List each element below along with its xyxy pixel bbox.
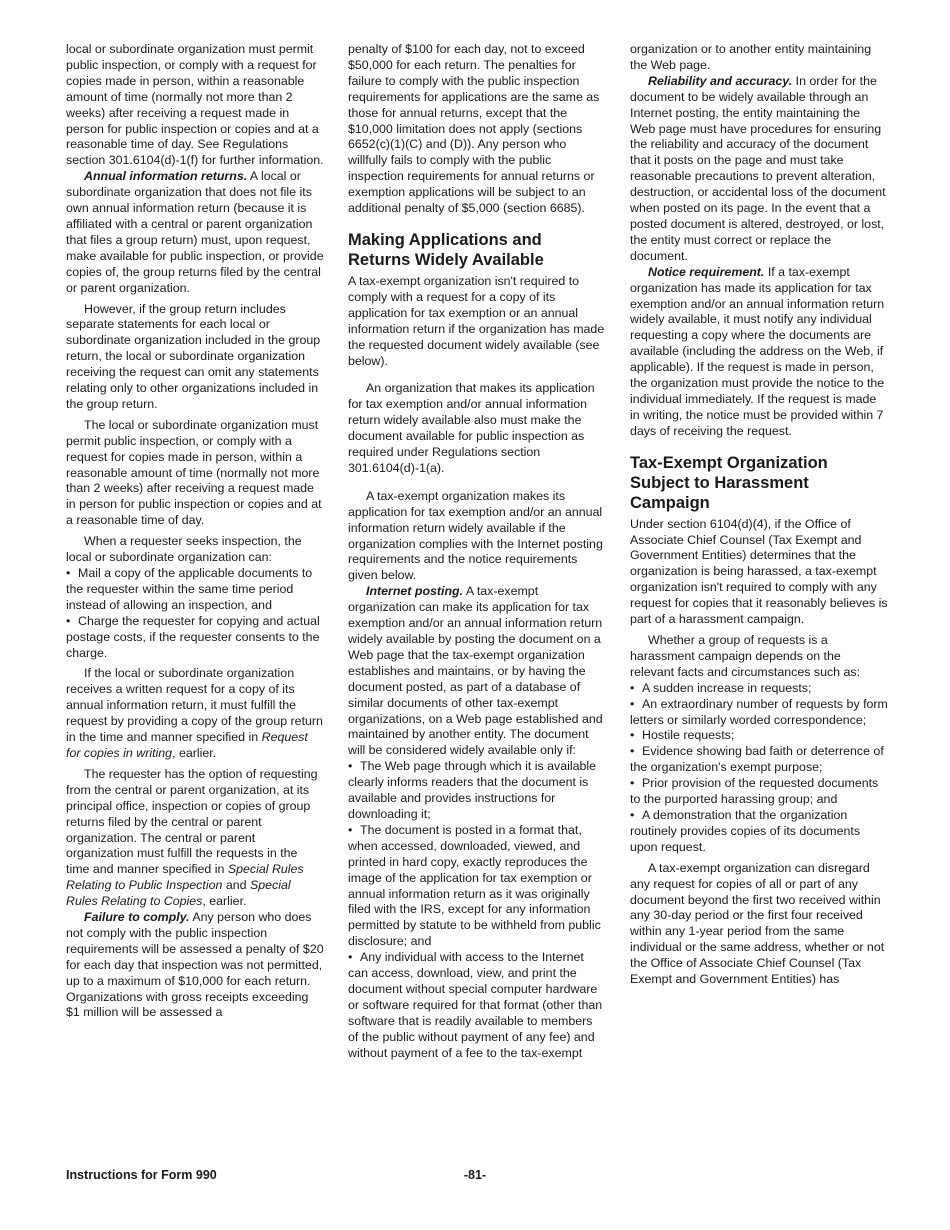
bullet-icon: •: [66, 566, 71, 580]
paragraph: local or subordinate organization must permit public inspection, or comply with a request for copies made in person, within a reasonable amount of time (normally not more than 2 weeks) after receiving a request made in person for public inspection or copies and at a reasonable time of day. See Regulations section 301.6104(d)-1(f) for further information.: [66, 42, 324, 168]
list-item: • Any individual with access to the Internet can access, download, view, and print the document without special computer hardware or software required for that format (other than software that is readily available to members of the public without payment of any fee) and without payment of a fee to the tax-exempt: [348, 950, 603, 1060]
section-heading: Making Applications and Returns Widely Available: [348, 230, 544, 269]
run-in-heading: Notice requirement.: [648, 264, 765, 279]
paragraph: organization or to another entity maintaining the Web page.: [630, 42, 872, 72]
list-item: • The Web page through which it is available clearly informs readers that the document is available and provides instructions for downloading it;: [348, 759, 597, 821]
list-item: • A demonstration that the organization routinely provides copies of its documents upon request.: [630, 807, 861, 854]
footer-form-title: Instructions for Form 990: [66, 1168, 217, 1182]
list-item: • An extraordinary number of requests by form letters or similarly worded correspondence;: [630, 696, 888, 727]
list-item: • Evidence showing bad faith or deterrence of the organization's exempt purpose;: [630, 744, 884, 775]
bullet-icon: •: [348, 822, 353, 837]
paragraph: The local or subordinate organization must permit public inspection, or comply with a request for copies made in person, within a reasonable amount of time (normally not more than 2 weeks) after receiving a request made in person for public inspection or copies and at a reasonable time of day.: [66, 417, 322, 528]
paragraph-reliability: Reliability and accuracy. In order for the document to be widely available through an Internet posting, the entity maintaining the Web page must have procedures for ensuring the reliability and accuracy of the document that it posts on the page and must take reasonable precautions to prevent alteration, destruction, or accidental loss of the document when posted on its page. In the event that a posted document is altered, destroyed, or lost, the entity must correct or replace the document.: [630, 73, 886, 263]
list-item: • The document is posted in a format that, when accessed, downloaded, viewed, and printed in hard copy, exactly reproduces the image of the application for tax exemption or annual information return as it was originally filed with the IRS, except for any information permitted by statute to be withheld from public disclosure; and: [348, 822, 601, 949]
paragraph-annual-returns: Annual information returns. A local or subordinate organization that does not file its own annual information return (because it is affiliated with a central or parent organization that files a group return) must, upon request, make available for public inspection, or provide copies of, the group returns filed by the central or parent organization.: [66, 169, 324, 295]
paragraph-failure-to-comply: Failure to comply. Any person who does not comply with the public inspection requirements will be assessed a penalty of $20 for each day that inspection was not permitted, up to a maximum of $10,000 for each return. Organizations with gross receipts exceeding $1 million will be assessed a: [66, 910, 324, 1020]
cross-reference: Request for copies in writing: [66, 730, 308, 760]
paragraph: The requester has the option of requesting from the central or parent organization, at its principal office, inspection or copies of group returns filed by the central or parent organization. The central or parent organization must fulfill the requests in the time and manner specified in Special Rules Relating to Public Inspection and Special Rules Relating to Copies, earlier.: [66, 766, 318, 909]
paragraph: If the local or subordinate organization receives a written request for a copy of its annual information return, it must fulfill the request by providing a copy of the group return in the time and manner specified in Request for copies in writing, earlier.: [66, 666, 323, 760]
bullet-icon: •: [630, 728, 635, 743]
footer-page-number: -81-: [463, 1168, 487, 1182]
bullet-icon: •: [630, 744, 635, 759]
paragraph: A tax-exempt organization isn't required to comply with a request for a copy of its application for tax exemption or an annual information return if the organization has made the requested document widely available (see below).: [348, 273, 605, 368]
bullet-icon: •: [348, 759, 353, 774]
paragraph: A tax-exempt organization makes its application for tax exemption and/or an annual information return widely available if the organization complies with the Internet posting requirements and the notice requirements given below.: [348, 488, 603, 583]
bullet-icon: •: [348, 950, 353, 965]
paragraph: penalty of $100 for each day, not to exceed $50,000 for each return. The penalties for failure to comply with the public inspection requirements for applications are the same as those for annual returns, except that the $10,000 limitation does not apply (sections 6652(c)(1)(C) and (D)). Any person who willfully fails to comply with the public inspection requirements for annual returns or exemption applications will be subject to an additional penalty of $5,000 (section 6685).: [348, 42, 600, 216]
run-in-heading: Reliability and accuracy.: [648, 73, 793, 88]
column-2: [348, 42, 606, 1061]
bullet-icon: •: [630, 807, 635, 822]
paragraph-notice: Notice requirement. If a tax-exempt organization has made its application for tax exemption and/or an annual information return widely available, it must notify any individual requesting a copy where the documents are available (including the address on the Web, if applicable). If the request is made in person, the organization must provide the notice to the individual immediately. If the request is made in writing, the notice must be provided within 7 days of receiving the request.: [630, 264, 885, 438]
bullet-icon: •: [66, 613, 71, 628]
list-item: • Prior provision of the requested documents to the purported harassing group; and: [630, 776, 879, 807]
bullet-icon: •: [630, 696, 635, 711]
section-heading: Tax-Exempt Organization Subject to Harassment Campaign: [630, 453, 828, 512]
run-in-heading: Failure to comply.: [84, 910, 190, 925]
cross-reference: Special Rules Relating to Copies: [66, 878, 291, 909]
paragraph: However, if the group return includes separate statements for each local or subordinate organization included in the group return, the local or subordinate organization receiving the request can omit any statements relating only to other organizations included in the group return.: [66, 301, 321, 411]
cross-reference: Special Rules Relating to Public Inspection: [66, 862, 304, 893]
paragraph: A tax-exempt organization can disregard any request for copies of all or part of any document beyond the first two received within any 30-day period or the first four received within any 1-year period from the same individual or the same address, whether or not the Office of Associate Chief Counsel (Tax Exempt and Government Entities) has: [630, 860, 885, 987]
paragraph: Whether a group of requests is a harassment campaign depends on the relevant facts and circumstances such as:: [630, 633, 861, 679]
list-item: • Mail a copy of the applicable documents to the requester within the same time period instead of allowing an inspection, and: [66, 566, 313, 612]
list-item: • Charge the requester for copying and actual postage costs, if the requester consents to the charge.: [66, 613, 320, 660]
paragraph: Under section 6104(d)(4), if the Office of Associate Chief Counsel (Tax Exempt and Government Entities) determines that the organization is being harassed, a tax-exempt organization isn't required to comply with any request for copies that it reasonably believes is part of a harassment campaign.: [630, 516, 888, 627]
paragraph-internet-posting: Internet posting. A tax-exempt organization can make its application for tax exemption and/or an annual information return widely available by posting the document on a Web page that the tax-exempt organization establishes and maintains, or by having the document posted, as part of a database of similar documents of other tax-exempt organizations, on a Web page established and maintained by another entity. The document will be considered widely available only if:: [348, 584, 603, 758]
list-item: • Hostile requests;: [630, 728, 735, 743]
column-1: [66, 42, 324, 1021]
bullet-icon: •: [630, 680, 635, 695]
column-3: [630, 42, 888, 988]
paragraph: When a requester seeks inspection, the local or subordinate organization can:: [66, 534, 302, 565]
bullet-icon: •: [630, 776, 635, 791]
list-item: • A sudden increase in requests;: [630, 680, 812, 695]
paragraph: An organization that makes its application for tax exemption and/or annual information return widely available also must make the document available for public inspection as required under Regulations section 301.6104(d)-1(a).: [348, 381, 595, 475]
run-in-heading: Annual information returns.: [84, 169, 248, 184]
run-in-heading: Internet posting.: [366, 584, 464, 599]
